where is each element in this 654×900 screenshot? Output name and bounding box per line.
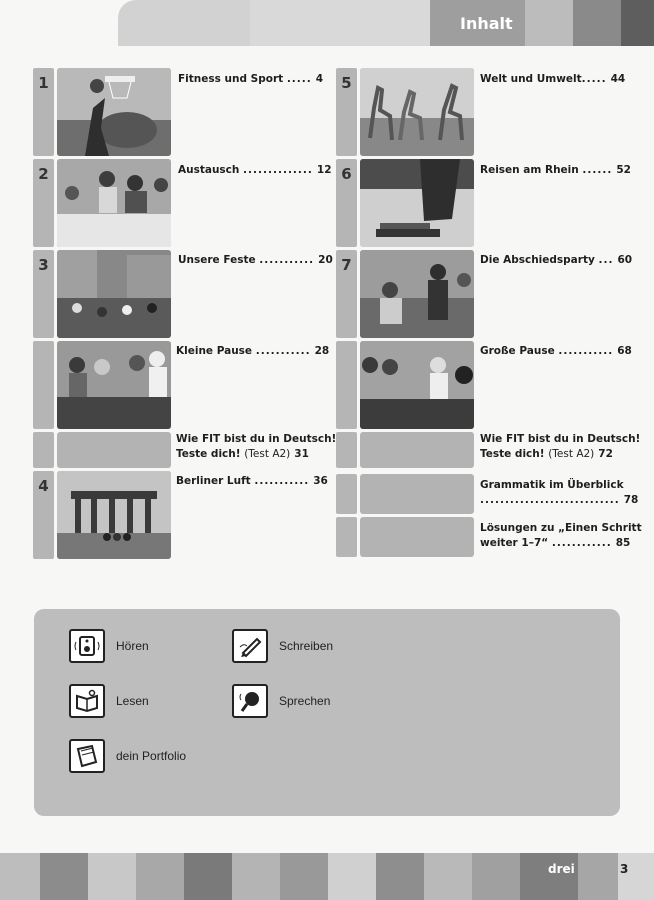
basketball-photo — [57, 68, 171, 156]
header-bar — [0, 0, 654, 46]
unit-tab-pause-2 — [336, 341, 357, 429]
toc-entry-umwelt[interactable]: Welt und Umwelt..... 44 — [480, 73, 626, 85]
toc-entry-berliner-luft[interactable]: Berliner Luft ........... 36 — [176, 475, 328, 487]
rhine-boat-photo — [360, 159, 474, 247]
giraffes-photo — [360, 68, 474, 156]
writing-icon — [232, 629, 268, 663]
portfolio-icon — [69, 739, 105, 773]
legend-item-schreiben: Schreiben — [232, 629, 333, 663]
speaking-icon — [232, 684, 268, 718]
toc-entry-grosse-pause[interactable]: Große Pause ........... 68 — [480, 345, 632, 357]
footer-bar — [0, 853, 654, 900]
legend-item-lesen: Lesen — [69, 684, 149, 718]
toc-entry-test-a2-right[interactable]: Wie FIT bist du in Deutsch! Teste dich! (Test A2) 72 — [480, 433, 641, 460]
toc-entry-fitness[interactable]: Fitness und Sport ..... 4 — [178, 73, 324, 85]
footer-page-word: drei — [548, 862, 575, 876]
listening-icon — [69, 629, 105, 663]
classroom-photo — [360, 341, 474, 429]
toc-entry-abschiedsparty[interactable]: Die Abschiedsparty ... 60 — [480, 254, 633, 266]
toc-entry-grammatik[interactable]: Grammatik im Überblick ............................ 78 — [480, 479, 639, 506]
toc-entry-austausch[interactable]: Austausch .............. 12 — [178, 164, 332, 176]
unit-tab-loesungen — [336, 517, 357, 557]
test-placeholder-box — [57, 432, 171, 468]
toc-entry-rhein[interactable]: Reisen am Rhein ...... 52 — [480, 164, 631, 176]
unit-tab-2: 2 — [33, 159, 54, 247]
unit-tab-3: 3 — [33, 250, 54, 338]
unit-tab-test-1 — [33, 432, 54, 468]
legend-item-sprechen: Sprechen — [232, 684, 330, 718]
unit-tab-7: 7 — [336, 250, 357, 338]
test-placeholder-box — [360, 432, 474, 468]
loesungen-placeholder-box — [360, 517, 474, 557]
legend-item-portfolio: dein Portfolio — [69, 739, 186, 773]
brandenburg-gate-photo — [57, 471, 171, 559]
street-festival-photo — [57, 250, 171, 338]
reading-icon — [69, 684, 105, 718]
toc-entry-feste[interactable]: Unsere Feste ........... 20 — [178, 254, 333, 266]
footer-page-number: 3 — [620, 862, 629, 876]
toc-entry-test-a2-left[interactable]: Wie FIT bist du in Deutsch! Teste dich! (Test A2) 31 — [176, 433, 337, 460]
unit-tab-6: 6 — [336, 159, 357, 247]
unit-tab-test-2 — [336, 432, 357, 468]
grammatik-placeholder-box — [360, 474, 474, 514]
unit-tab-pause-1 — [33, 341, 54, 429]
unit-tab-4: 4 — [33, 471, 54, 559]
legend-item-hoeren: Hören — [69, 629, 149, 663]
group-at-table-photo — [57, 341, 171, 429]
toc-entry-kleine-pause[interactable]: Kleine Pause ........... 28 — [176, 345, 330, 357]
party-photo — [360, 250, 474, 338]
unit-tab-grammatik — [336, 474, 357, 514]
unit-tab-1: 1 — [33, 68, 54, 156]
toc-entry-loesungen[interactable]: Lösungen zu „Einen Schritt weiter 1–7“ ............ 85 — [480, 522, 642, 549]
unit-tab-5: 5 — [336, 68, 357, 156]
dinner-table-photo — [57, 159, 171, 247]
page-title: Inhalt — [460, 14, 513, 33]
